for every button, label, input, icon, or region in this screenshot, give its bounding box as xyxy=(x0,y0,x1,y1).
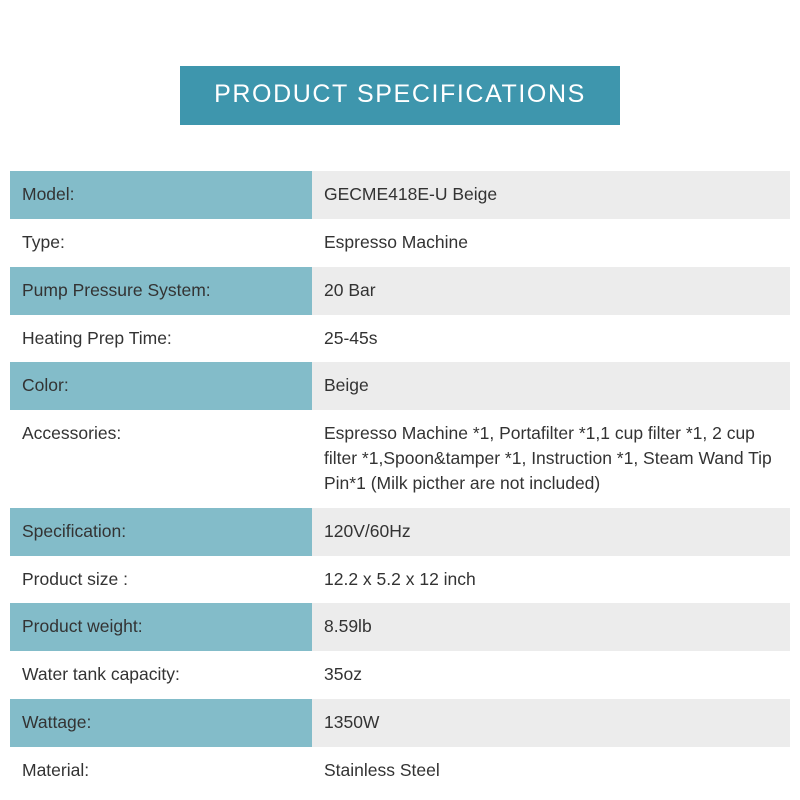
table-row xyxy=(10,508,790,556)
spec-label: Accessories: xyxy=(10,410,312,508)
spec-value: 8.59lb xyxy=(312,603,790,651)
table-row xyxy=(10,651,790,699)
spec-value: GECME418E-U Beige xyxy=(312,171,790,219)
page-title: PRODUCT SPECIFICATIONS xyxy=(180,66,620,125)
spec-value: Espresso Machine *1, Portafilter *1,1 cup filter *1, 2 cup filter *1,Spoon&tamper *1, Instruction *1, Steam Wand Tip Pin*1 (Milk picther are not included) xyxy=(312,410,790,508)
table-row xyxy=(10,747,790,795)
spec-value: 120V/60Hz xyxy=(312,508,790,556)
spec-value: Espresso Machine xyxy=(312,219,790,267)
spec-label: Pump Pressure System: xyxy=(10,267,312,315)
spec-value: Stainless Steel xyxy=(312,747,790,795)
spec-label: Specification: xyxy=(10,508,312,556)
spec-label: Material: xyxy=(10,747,312,795)
table-row xyxy=(10,410,790,508)
table-row xyxy=(10,219,790,267)
spec-label: Water tank capacity: xyxy=(10,651,312,699)
table-row xyxy=(10,603,790,651)
spec-label: Wattage: xyxy=(10,699,312,747)
table-row xyxy=(10,362,790,410)
table-row xyxy=(10,699,790,747)
table-row xyxy=(10,556,790,604)
spec-value: Beige xyxy=(312,362,790,410)
specifications-table xyxy=(10,171,790,795)
spec-value: 1350W xyxy=(312,699,790,747)
spec-label: Product weight: xyxy=(10,603,312,651)
spec-label: Heating Prep Time: xyxy=(10,315,312,363)
table-row xyxy=(10,267,790,315)
title-container xyxy=(0,0,800,125)
spec-value: 12.2 x 5.2 x 12 inch xyxy=(312,556,790,604)
specifications-table-body xyxy=(10,171,790,795)
spec-label: Color: xyxy=(10,362,312,410)
spec-label: Model: xyxy=(10,171,312,219)
spec-value: 20 Bar xyxy=(312,267,790,315)
spec-value: 25-45s xyxy=(312,315,790,363)
spec-value: 35oz xyxy=(312,651,790,699)
table-row xyxy=(10,315,790,363)
table-row xyxy=(10,171,790,219)
spec-label: Product size : xyxy=(10,556,312,604)
spec-label: Type: xyxy=(10,219,312,267)
